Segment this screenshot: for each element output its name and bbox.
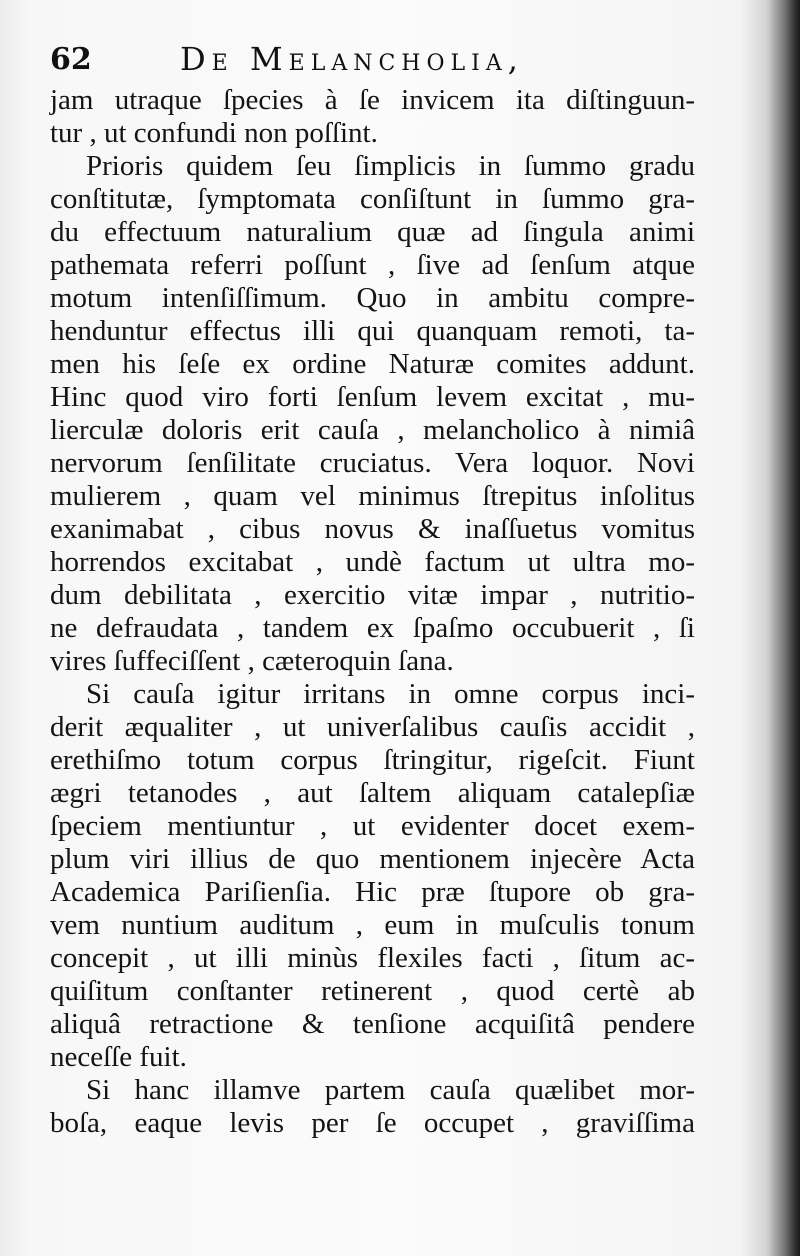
text-line: boſa, eaque levis per ſe occupet , graviſſima bbox=[50, 1107, 695, 1139]
text-line: dum debilitata , exercitio vitæ impar , nutritio- bbox=[50, 579, 695, 611]
page-number: 62 bbox=[50, 42, 92, 77]
text-line: concepit , ut illi minùs flexiles facti , ſitum ac- bbox=[50, 942, 695, 974]
text-line: ne defraudata , tandem ex ſpaſmo occubuerit , ſi bbox=[50, 612, 695, 644]
text-line: vires ſuffeciſſent , cæteroquin ſana. bbox=[50, 645, 454, 677]
body-text bbox=[50, 84, 695, 1140]
paragraph bbox=[50, 150, 695, 678]
text-line: tur , ut confundi non poſſint. bbox=[50, 117, 378, 149]
text-line: men his ſeſe ex ordine Naturæ comites addunt. bbox=[50, 348, 695, 380]
text-line: aliquâ retractione & tenſione acquiſitâ pendere bbox=[50, 1008, 695, 1040]
text-line: motum intenſiſſimum. Quo in ambitu compre- bbox=[50, 282, 695, 314]
text-line: Academica Pariſienſia. Hic præ ſtupore ob gra- bbox=[50, 876, 695, 908]
paragraph bbox=[50, 678, 695, 1074]
running-title: De Melancholia, bbox=[180, 40, 524, 78]
page-header bbox=[50, 38, 700, 82]
text-line: ſpeciem mentiuntur , ut evidenter docet exem- bbox=[50, 810, 695, 842]
text-line: Hinc quod viro forti ſenſum levem excitat , mu- bbox=[50, 381, 695, 413]
text-line: plum viri illius de quo mentionem injecère Acta bbox=[50, 843, 695, 875]
text-line: conſtitutæ, ſymptomata conſiſtunt in ſummo gra- bbox=[50, 183, 695, 215]
text-line: vem nuntium auditum , eum in muſculis tonum bbox=[50, 909, 695, 941]
text-line: jam utraque ſpecies à ſe invicem ita diſtinguun- bbox=[50, 84, 695, 116]
text-line: exanimabat , cibus novus & inaſſuetus vomitus bbox=[50, 513, 695, 545]
binding-gutter-shadow bbox=[766, 0, 800, 1256]
text-line: ægri tetanodes , aut ſaltem aliquam catalepſiæ bbox=[50, 777, 695, 809]
text-line: Si hanc illamve partem cauſa quælibet mor- bbox=[86, 1074, 695, 1106]
text-line: erethiſmo totum corpus ſtringitur, rigeſcit. Fiunt bbox=[50, 744, 695, 776]
text-line: derit æqualiter , ut univerſalibus cauſis accidit , bbox=[50, 711, 695, 743]
text-line: henduntur effectus illi qui quanquam remoti, ta- bbox=[50, 315, 695, 347]
text-line: horrendos excitabat , undè factum ut ultra mo- bbox=[50, 546, 695, 578]
text-line: mulierem , quam vel minimus ſtrepitus inſolitus bbox=[50, 480, 695, 512]
text-line: lierculæ doloris erit cauſa , melancholico à nimiâ bbox=[50, 414, 695, 446]
paragraph bbox=[50, 1074, 695, 1140]
text-line: quiſitum conſtanter retinerent , quod certè ab bbox=[50, 975, 695, 1007]
paragraph bbox=[50, 84, 695, 150]
text-line: neceſſe fuit. bbox=[50, 1041, 187, 1073]
text-line: du effectuum naturalium quæ ad ſingula animi bbox=[50, 216, 695, 248]
text-line: Prioris quidem ſeu ſimplicis in ſummo gradu bbox=[86, 150, 695, 182]
text-line: nervorum ſenſilitate cruciatus. Vera loquor. Novi bbox=[50, 447, 695, 479]
text-line: Si cauſa igitur irritans in omne corpus inci- bbox=[86, 678, 695, 710]
text-line: pathemata referri poſſunt , ſive ad ſenſum atque bbox=[50, 249, 695, 281]
